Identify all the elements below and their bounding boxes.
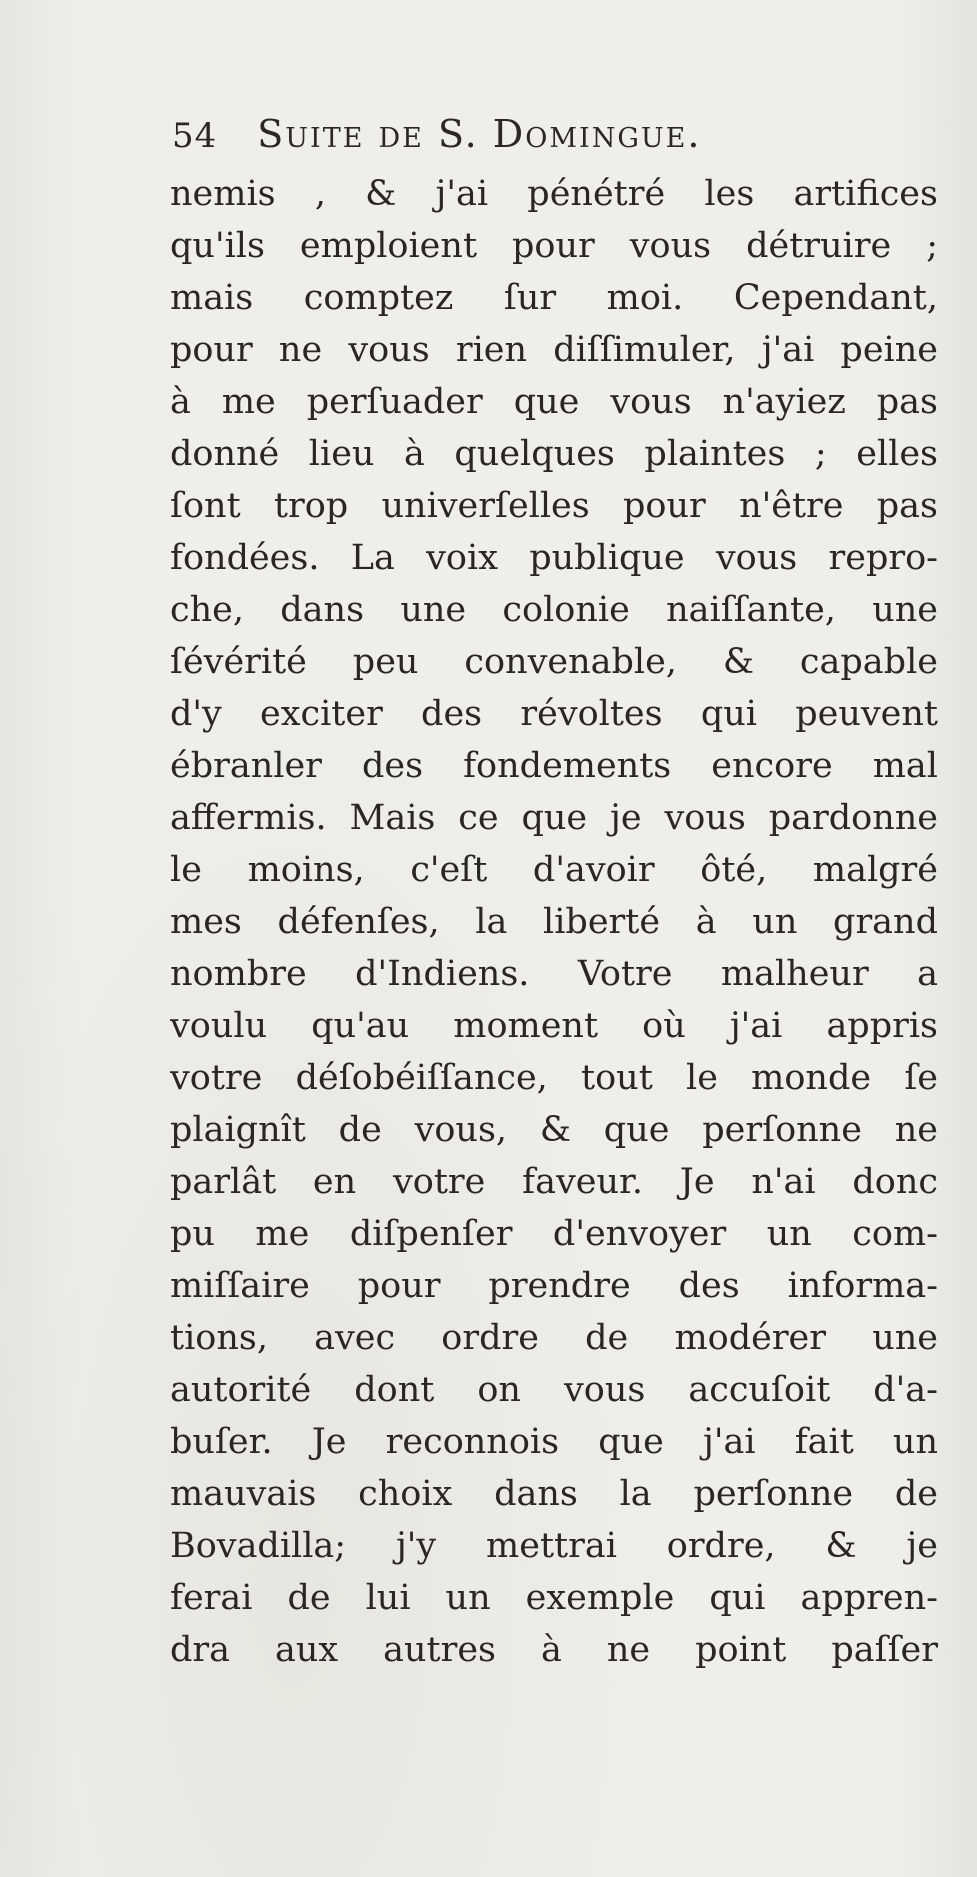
text-line: ébranler des fondements encore mal	[170, 746, 938, 786]
text-line: ſont trop univerſelles pour n'être pas	[170, 486, 938, 526]
text-line: tions, avec ordre de modérer une	[170, 1318, 938, 1358]
text-line: mauvais choix dans la perſonne de	[170, 1474, 938, 1514]
running-head: Suite de S. Domingue.	[257, 112, 702, 156]
text-line: buſer. Je reconnois que j'ai fait un	[170, 1422, 938, 1462]
text-line: mes défenſes, la liberté à un grand	[170, 902, 938, 942]
text-line: dra aux autres à ne point paſſer	[170, 1630, 938, 1670]
text-line: affermis. Mais ce que je vous pardonne	[170, 798, 938, 838]
text-line: miſſaire pour prendre des informa-	[170, 1266, 938, 1306]
text-line: nemis , & j'ai pénétré les artifices	[170, 174, 938, 214]
text-line: d'y exciter des révoltes qui peuvent	[170, 694, 938, 734]
text-line: donné lieu à quelques plaintes ; elles	[170, 434, 938, 474]
text-line: votre déſobéiſſance, tout le monde ſe	[170, 1058, 938, 1098]
text-line: ſévérité peu convenable, & capable	[170, 642, 938, 682]
text-line: qu'ils emploient pour vous détruire ;	[170, 226, 938, 266]
text-line: pour ne vous rien diſſimuler, j'ai peine	[170, 330, 938, 370]
text-line: Bovadilla; j'y mettrai ordre, & je	[170, 1526, 938, 1566]
text-line: plaignît de vous, & que perſonne ne	[170, 1110, 938, 1150]
body-text	[170, 168, 938, 1676]
text-line: voulu qu'au moment où j'ai appris	[170, 1006, 938, 1046]
text-line: à me perſuader que vous n'ayiez pas	[170, 382, 938, 422]
text-line: che, dans une colonie naiſſante, une	[170, 590, 938, 630]
text-line: mais comptez ſur moi. Cependant,	[170, 278, 938, 318]
text-line: fondées. La voix publique vous repro-	[170, 538, 938, 578]
page-number: 54	[172, 116, 218, 156]
text-line: le moins, c'eſt d'avoir ôté, malgré	[170, 850, 938, 890]
page-header	[172, 112, 701, 172]
text-line: nombre d'Indiens. Votre malheur a	[170, 954, 938, 994]
text-line: autorité dont on vous accuſoit d'a-	[170, 1370, 938, 1410]
text-line: pu me diſpenſer d'envoyer un com-	[170, 1214, 938, 1254]
text-line: parlât en votre faveur. Je n'ai donc	[170, 1162, 938, 1202]
text-line: ferai de lui un exemple qui appren-	[170, 1578, 938, 1618]
